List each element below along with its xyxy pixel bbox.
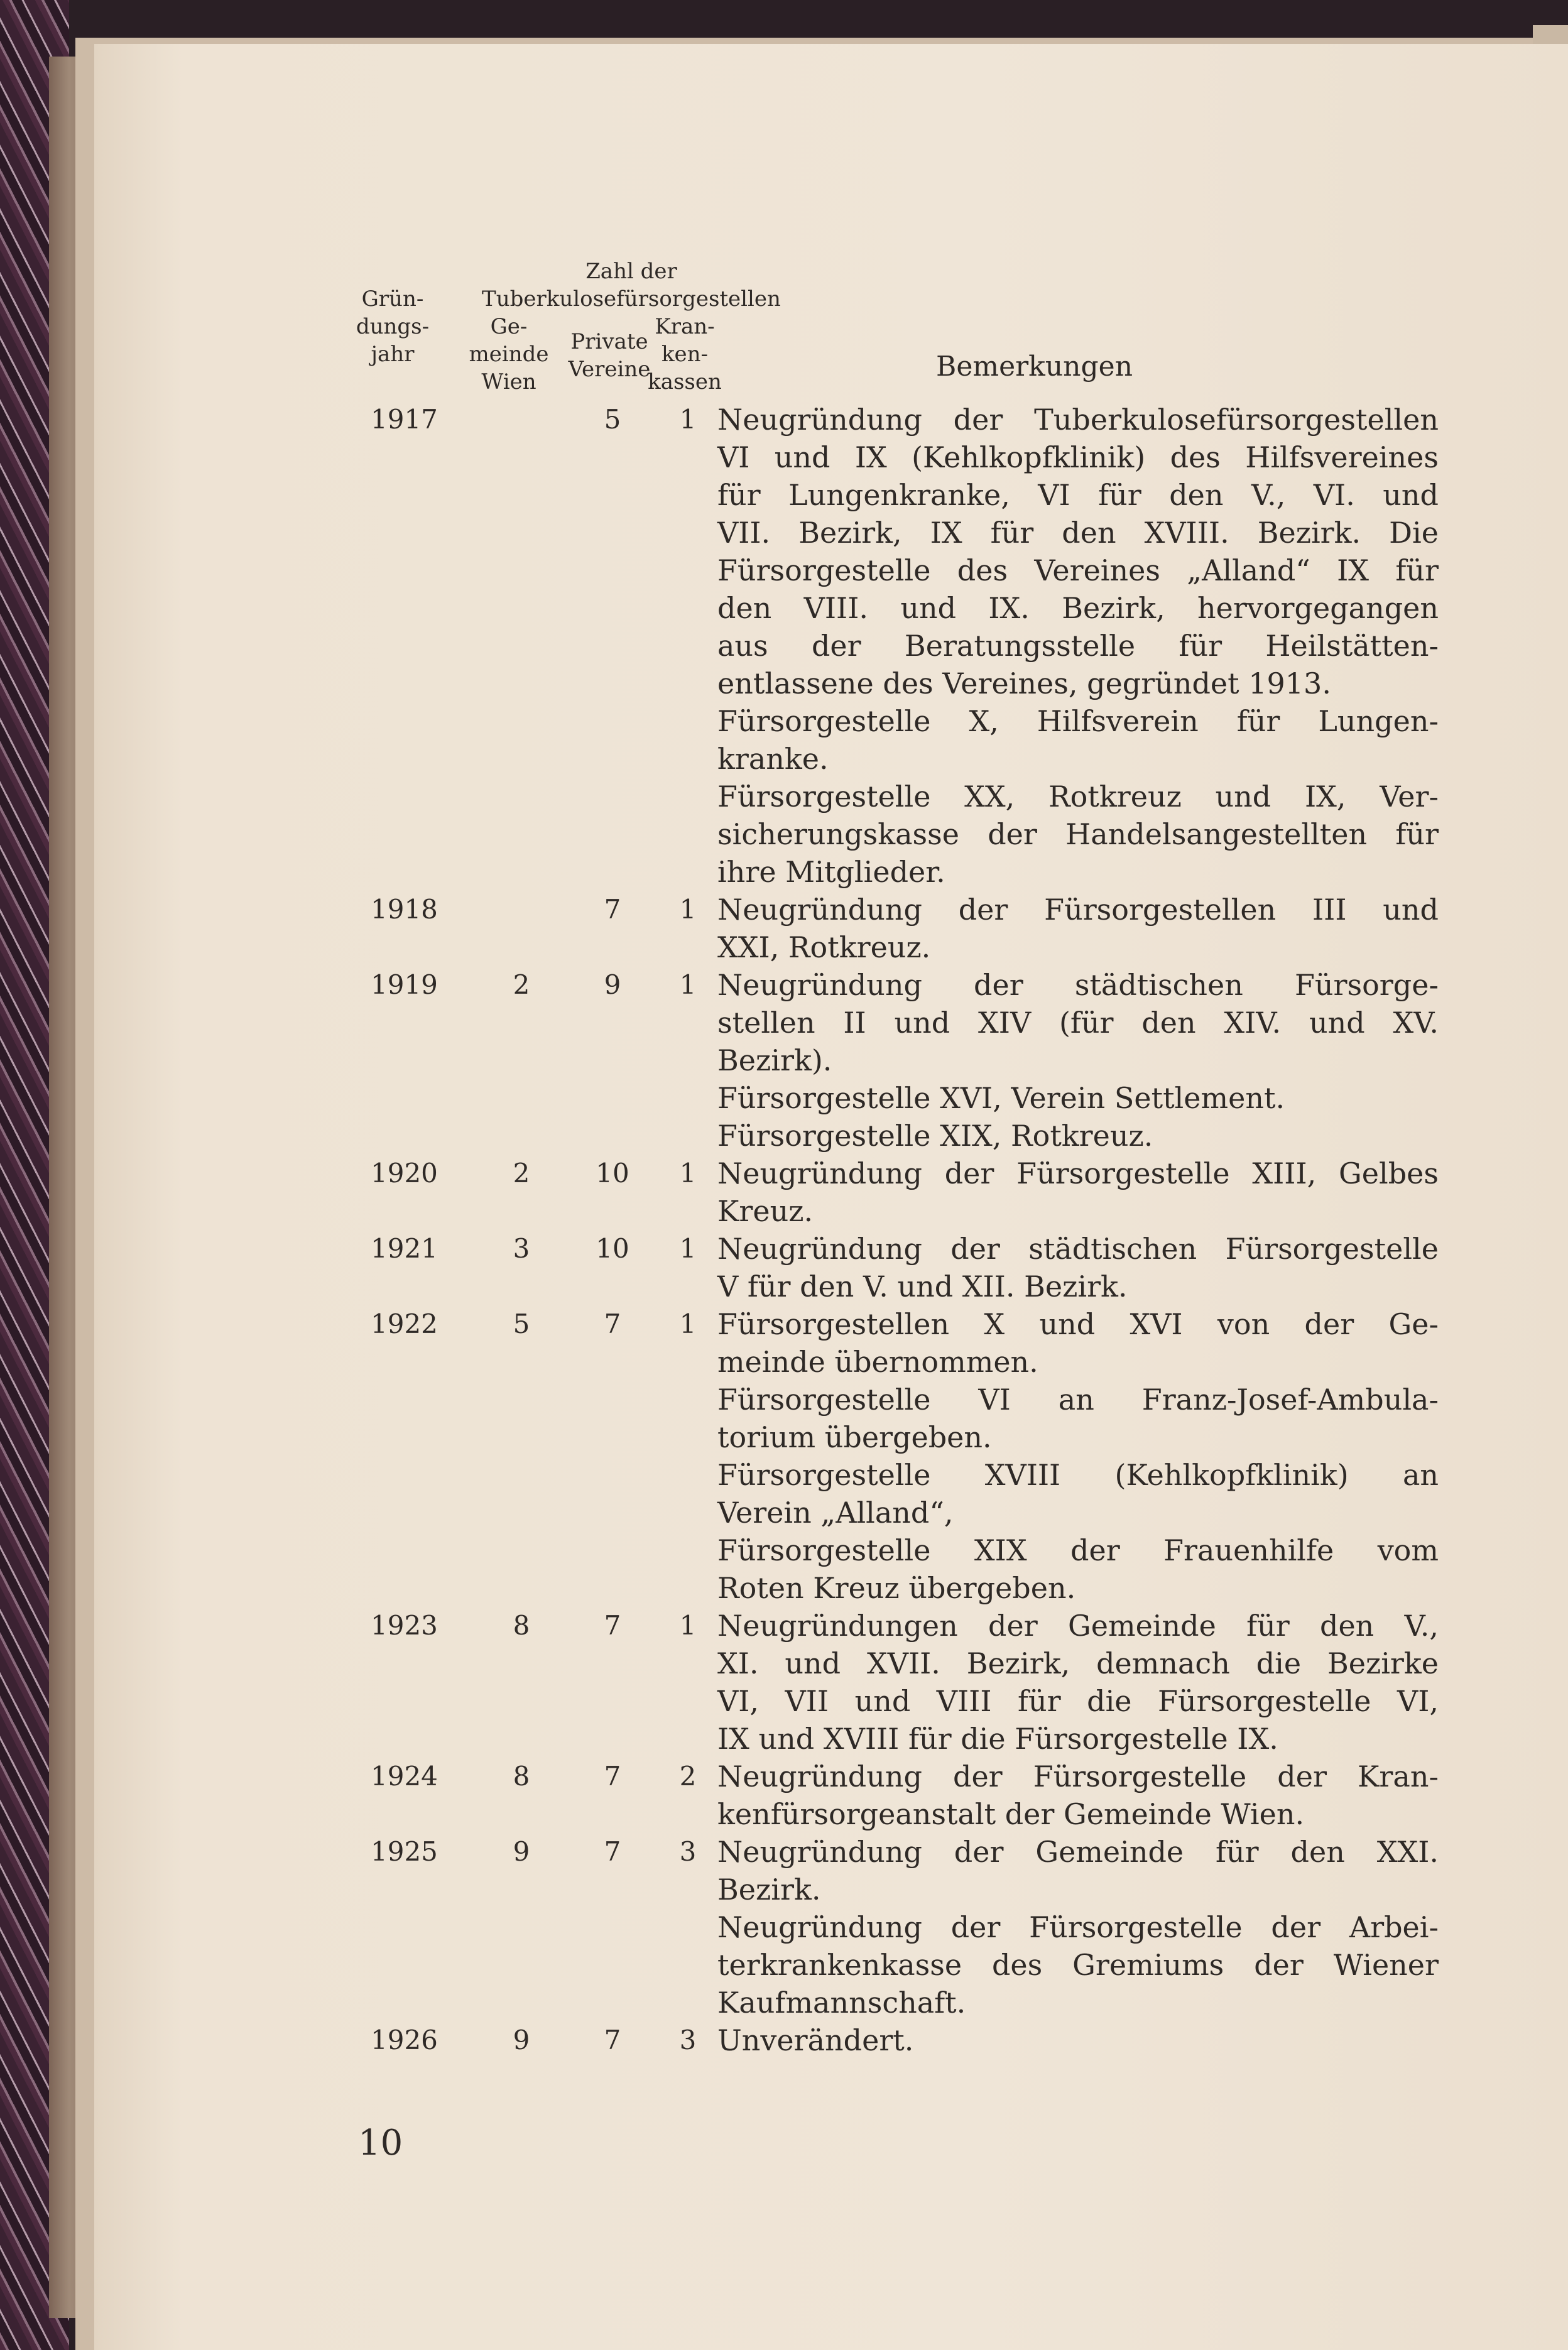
remark-line: Neugründung der Tuberkulosefürsorgestellen: [717, 403, 1439, 437]
kassen-cell: 1: [679, 1158, 697, 1189]
year-cell: 1923: [371, 1610, 438, 1641]
remarks-cell: [717, 1155, 1439, 1230]
remark-line: stellen II und XIV (für den XIV. und XV.: [717, 1006, 1439, 1040]
remark-line: Neugründung der Fürsorgestelle der Arbei-: [717, 1910, 1439, 1944]
remarks-cell: [717, 1305, 1439, 1607]
private-cell: 7: [604, 1761, 621, 1792]
private-cell: 7: [604, 2025, 621, 2055]
remarks-cell: [717, 401, 1439, 891]
remark-line: Bezirk).: [717, 1043, 832, 1077]
private-cell: 7: [604, 1308, 621, 1339]
remarks-cell: [717, 1607, 1439, 1758]
year-cell: 1917: [371, 404, 438, 435]
gemeinde-cell: 8: [513, 1761, 530, 1792]
remark-line: terkrankenkasse des Gremiums der Wiener: [717, 1948, 1439, 1982]
gemeinde-cell: 8: [513, 1610, 530, 1641]
col-kassen-heading: Kran- ken- kassen: [648, 314, 722, 394]
remark-line: Fürsorgestelle XX, Rotkreuz und IX, Ver-: [717, 780, 1439, 813]
remarks-cell: [717, 1833, 1439, 2021]
kassen-cell: 3: [679, 2025, 697, 2055]
remark-line: Neugründung der Fürsorgestelle XIII, Gelbes: [717, 1156, 1439, 1190]
remark-line: entlassene des Vereines, gegründet 1913.: [717, 666, 1331, 700]
year-cell: 1922: [371, 1308, 438, 1339]
col-remarks-heading: Bemerkungen: [936, 351, 1133, 383]
remark-line: Fürsorgestelle des Vereines „Alland“ IX für: [717, 553, 1439, 587]
remark-line: Roten Kreuz übergeben.: [717, 1571, 1076, 1605]
remarks-cell: [717, 1230, 1439, 1305]
gemeinde-cell: 5: [513, 1308, 530, 1339]
kassen-cell: 1: [679, 404, 697, 435]
year-cell: 1921: [371, 1233, 438, 1264]
gemeinde-cell: 9: [513, 2025, 530, 2055]
remark-line: Unverändert.: [717, 2023, 914, 2057]
year-cell: 1920: [371, 1158, 438, 1189]
remark-line: für Lungenkranke, VI für den V., VI. und: [717, 478, 1439, 512]
remark-line: torium übergeben.: [717, 1420, 992, 1454]
remark-line: XXI, Rotkreuz.: [717, 930, 931, 964]
page-number: 10: [358, 2123, 403, 2163]
remark-line: Fürsorgestelle VI an Franz-Josef-Ambula-: [717, 1383, 1439, 1417]
remark-line: meinde übernommen.: [717, 1345, 1038, 1379]
kassen-cell: 1: [679, 1308, 697, 1339]
remark-line: Neugründung der städtischen Fürsorge-: [717, 968, 1439, 1002]
kassen-cell: 1: [679, 1233, 697, 1264]
gemeinde-cell: 9: [513, 1836, 530, 1867]
remark-line: den VIII. und IX. Bezirk, hervorgegangen: [717, 591, 1439, 625]
kassen-cell: 3: [679, 1836, 697, 1867]
private-cell: 10: [596, 1158, 629, 1189]
remark-line: Neugründung der Fürsorgestellen III und: [717, 893, 1439, 927]
remark-line: Neugründungen der Gemeinde für den V.,: [717, 1609, 1439, 1643]
remark-line: Fürsorgestelle XIX, Rotkreuz.: [717, 1119, 1153, 1153]
col-gemeinde-heading: Ge- meinde Wien: [469, 314, 549, 394]
private-cell: 9: [604, 969, 621, 1000]
col-private-heading: Private Vereine: [568, 329, 651, 382]
remark-line: Fürsorgestelle XVI, Verein Settlement.: [717, 1081, 1285, 1115]
remark-line: Bezirk.: [717, 1873, 821, 1907]
remarks-cell: [717, 891, 1439, 966]
col-year-heading: Grün- dungs- jahr: [356, 286, 430, 367]
remark-line: V für den V. und XII. Bezirk.: [717, 1270, 1128, 1303]
year-cell: 1919: [371, 969, 438, 1000]
remark-line: Fürsorgestelle XIX der Frauenhilfe vom: [717, 1533, 1439, 1567]
private-cell: 7: [604, 1610, 621, 1641]
remark-line: VII. Bezirk, IX für den XVIII. Bezirk. Die: [717, 516, 1439, 550]
gemeinde-cell: 2: [513, 1158, 530, 1189]
kassen-cell: 1: [679, 894, 697, 925]
private-cell: 5: [604, 404, 621, 435]
year-cell: 1925: [371, 1836, 438, 1867]
year-cell: 1924: [371, 1761, 438, 1792]
remark-line: VI und IX (Kehlkopfklinik) des Hilfsvereines: [717, 440, 1439, 474]
remark-line: XI. und XVII. Bezirk, demnach die Bezirke: [717, 1646, 1439, 1680]
year-cell: 1918: [371, 894, 438, 925]
remark-line: VI, VII und VIII für die Fürsorgestelle VI,: [717, 1684, 1439, 1718]
remark-line: Neugründung der Fürsorgestelle der Kran-: [717, 1760, 1439, 1793]
kassen-cell: 1: [679, 1610, 697, 1641]
remark-line: ihre Mitglieder.: [717, 855, 945, 889]
remark-line: Kreuz.: [717, 1194, 814, 1228]
private-cell: 7: [604, 894, 621, 925]
remark-line: Neugründung der städtischen Fürsorgestelle: [717, 1232, 1439, 1266]
remarks-cell: [717, 1758, 1439, 1833]
private-cell: 10: [596, 1233, 629, 1264]
remark-line: Neugründung der Gemeinde für den XXI.: [717, 1835, 1439, 1869]
remarks-cell: [717, 966, 1439, 1155]
remark-line: Verein „Alland“,: [717, 1496, 954, 1530]
kassen-cell: 2: [679, 1761, 697, 1792]
remark-line: kenfürsorgeanstalt der Gemeinde Wien.: [717, 1797, 1305, 1831]
remark-line: Fürsorgestellen X und XVI von der Ge-: [717, 1307, 1439, 1341]
remark-line: Kaufmannschaft.: [717, 1986, 966, 2020]
remark-line: Fürsorgestelle X, Hilfsverein für Lungen-: [717, 704, 1439, 738]
remarks-cell: [717, 2021, 1439, 2059]
gemeinde-cell: 3: [513, 1233, 530, 1264]
remark-line: Fürsorgestelle XVIII (Kehlkopfklinik) an: [717, 1458, 1439, 1492]
column-group-heading: Zahl der Tuberkulosefürsorgestellen: [482, 259, 781, 312]
remark-line: kranke.: [717, 742, 829, 776]
private-cell: 7: [604, 1836, 621, 1867]
kassen-cell: 1: [679, 969, 697, 1000]
remark-line: sicherungskasse der Handelsangestellten für: [717, 817, 1439, 851]
remark-line: aus der Beratungsstelle für Heilstätten-: [717, 629, 1439, 663]
gemeinde-cell: 2: [513, 969, 530, 1000]
year-cell: 1926: [371, 2025, 438, 2055]
book-page: [94, 44, 1568, 2350]
remark-line: IX und XVIII für die Fürsorgestelle IX.: [717, 1722, 1278, 1756]
